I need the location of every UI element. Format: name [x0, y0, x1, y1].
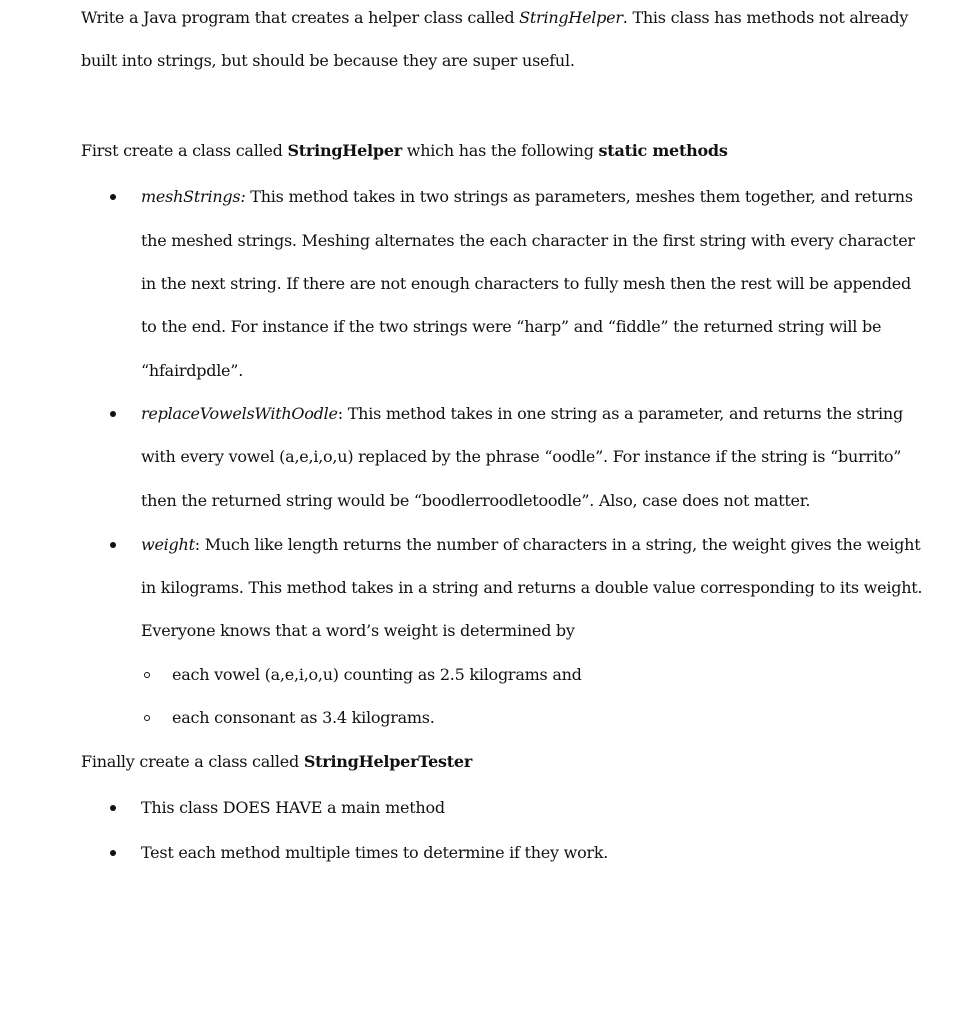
- oodle-line-1: [141, 404, 903, 424]
- section2-heading: [81, 752, 472, 772]
- sub-bullet-icon: [144, 672, 150, 678]
- class-name-italic: StringHelper: [519, 8, 623, 27]
- oodle-line-2: with every vowel (a,e,i,o,u) replaced by the phrase “oodle”. For instance if the string is “burrito”: [141, 447, 902, 466]
- weight-sub-2: each consonant as 3.4 kilograms.: [172, 708, 435, 727]
- static-methods-bold: static methods: [598, 141, 728, 160]
- mesh-line-1: [141, 187, 913, 207]
- method-name-oodle: replaceVowelsWithOodle: [141, 404, 338, 423]
- tester-item-2: Test each method multiple times to determine if they work.: [141, 843, 609, 862]
- mesh-line-4: to the end. For instance if the two strings were “harp” and “fiddle” the returned string will be: [141, 317, 882, 336]
- section2-text: Finally create a class called: [81, 752, 304, 771]
- section1-heading: [81, 141, 728, 161]
- mesh-line-2: the meshed strings. Meshing alternates the each character in the first string with every character: [141, 231, 915, 250]
- section1-text: First create a class called: [81, 141, 288, 160]
- method-name-mesh: meshStrings:: [141, 187, 246, 206]
- intro-text: . This class has methods not already: [622, 8, 909, 27]
- tester-item-1: This class DOES HAVE a main method: [141, 798, 445, 817]
- mesh-line-3: in the next string. If there are not enough characters to fully mesh then the rest will be appended: [141, 274, 911, 293]
- weight-line-3: Everyone knows that a word’s weight is determined by: [141, 621, 575, 640]
- bullet-icon: [110, 411, 116, 417]
- sub-bullet-icon: [144, 715, 150, 721]
- intro-line-1: [81, 8, 908, 28]
- bullet-icon: [110, 194, 116, 200]
- bullet-icon: [110, 850, 116, 856]
- method-name-weight: weight: [141, 535, 195, 554]
- tester-class-name-bold: StringHelperTester: [303, 752, 473, 771]
- weight-line-1: [141, 535, 920, 555]
- intro-line-2: built into strings, but should be because they are super useful.: [81, 51, 575, 70]
- bullet-icon: [110, 805, 116, 811]
- mesh-text: This method takes in two strings as parameters, meshes them together, and returns: [245, 187, 913, 206]
- bullet-icon: [110, 542, 116, 548]
- weight-sub-1: each vowel (a,e,i,o,u) counting as 2.5 kilograms and: [172, 665, 582, 684]
- class-name-bold: StringHelper: [287, 141, 402, 160]
- weight-line-2: in kilograms. This method takes in a string and returns a double value corresponding to its weight.: [141, 578, 923, 597]
- section1-text: which has the following: [401, 141, 599, 160]
- intro-text: Write a Java program that creates a helper class called: [81, 8, 520, 27]
- oodle-text: : This method takes in one string as a parameter, and returns the string: [337, 404, 903, 423]
- mesh-line-5: “hfairdpdle”.: [141, 361, 244, 380]
- oodle-line-3: then the returned string would be “boodlerroodletoodle”. Also, case does not matter.: [141, 491, 811, 510]
- weight-text: : Much like length returns the number of characters in a string, the weight gives the weight: [194, 535, 921, 554]
